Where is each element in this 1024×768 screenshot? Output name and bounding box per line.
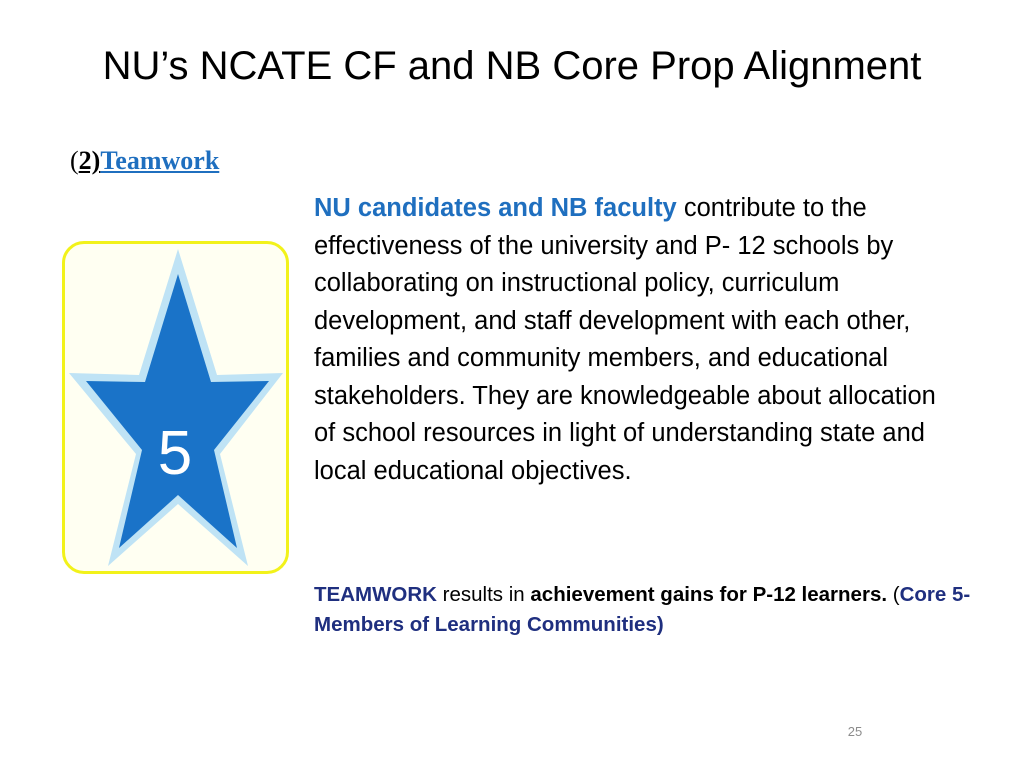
teamwork-note (314, 580, 974, 640)
body-text: contribute to the effectiveness of the university and P- 12 schools by collaborating on instructional policy, curriculum development, and staff development with each other, families and community members, and educational stakeholders. They are knowledgeable about allocation of school resources in light of understanding state and local educational objectives. (314, 194, 936, 485)
star-badge-frame (62, 241, 289, 574)
section-heading-word: Teamwork (100, 146, 220, 175)
slide-title: NU’s NCATE CF and NB Core Prop Alignment (102, 44, 922, 88)
note-middle: results in (436, 583, 531, 606)
star-number: 5 (157, 419, 193, 488)
note-reference: Core 5-Members of Learning Communities) (314, 583, 971, 636)
body-lead: NU candidates and NB faculty (314, 194, 677, 222)
section-heading-paren: ( (70, 146, 79, 175)
star-fill-shape (86, 274, 269, 548)
body-paragraph (314, 190, 954, 490)
note-keyword: TEAMWORK (314, 583, 437, 606)
section-heading (70, 144, 219, 178)
section-heading-number: 2) (78, 146, 101, 175)
note-open: ( (887, 583, 900, 606)
page-number: 25 (847, 724, 863, 739)
star-icon (65, 244, 286, 571)
note-bold: achievement gains for P-12 learners. (530, 583, 888, 606)
